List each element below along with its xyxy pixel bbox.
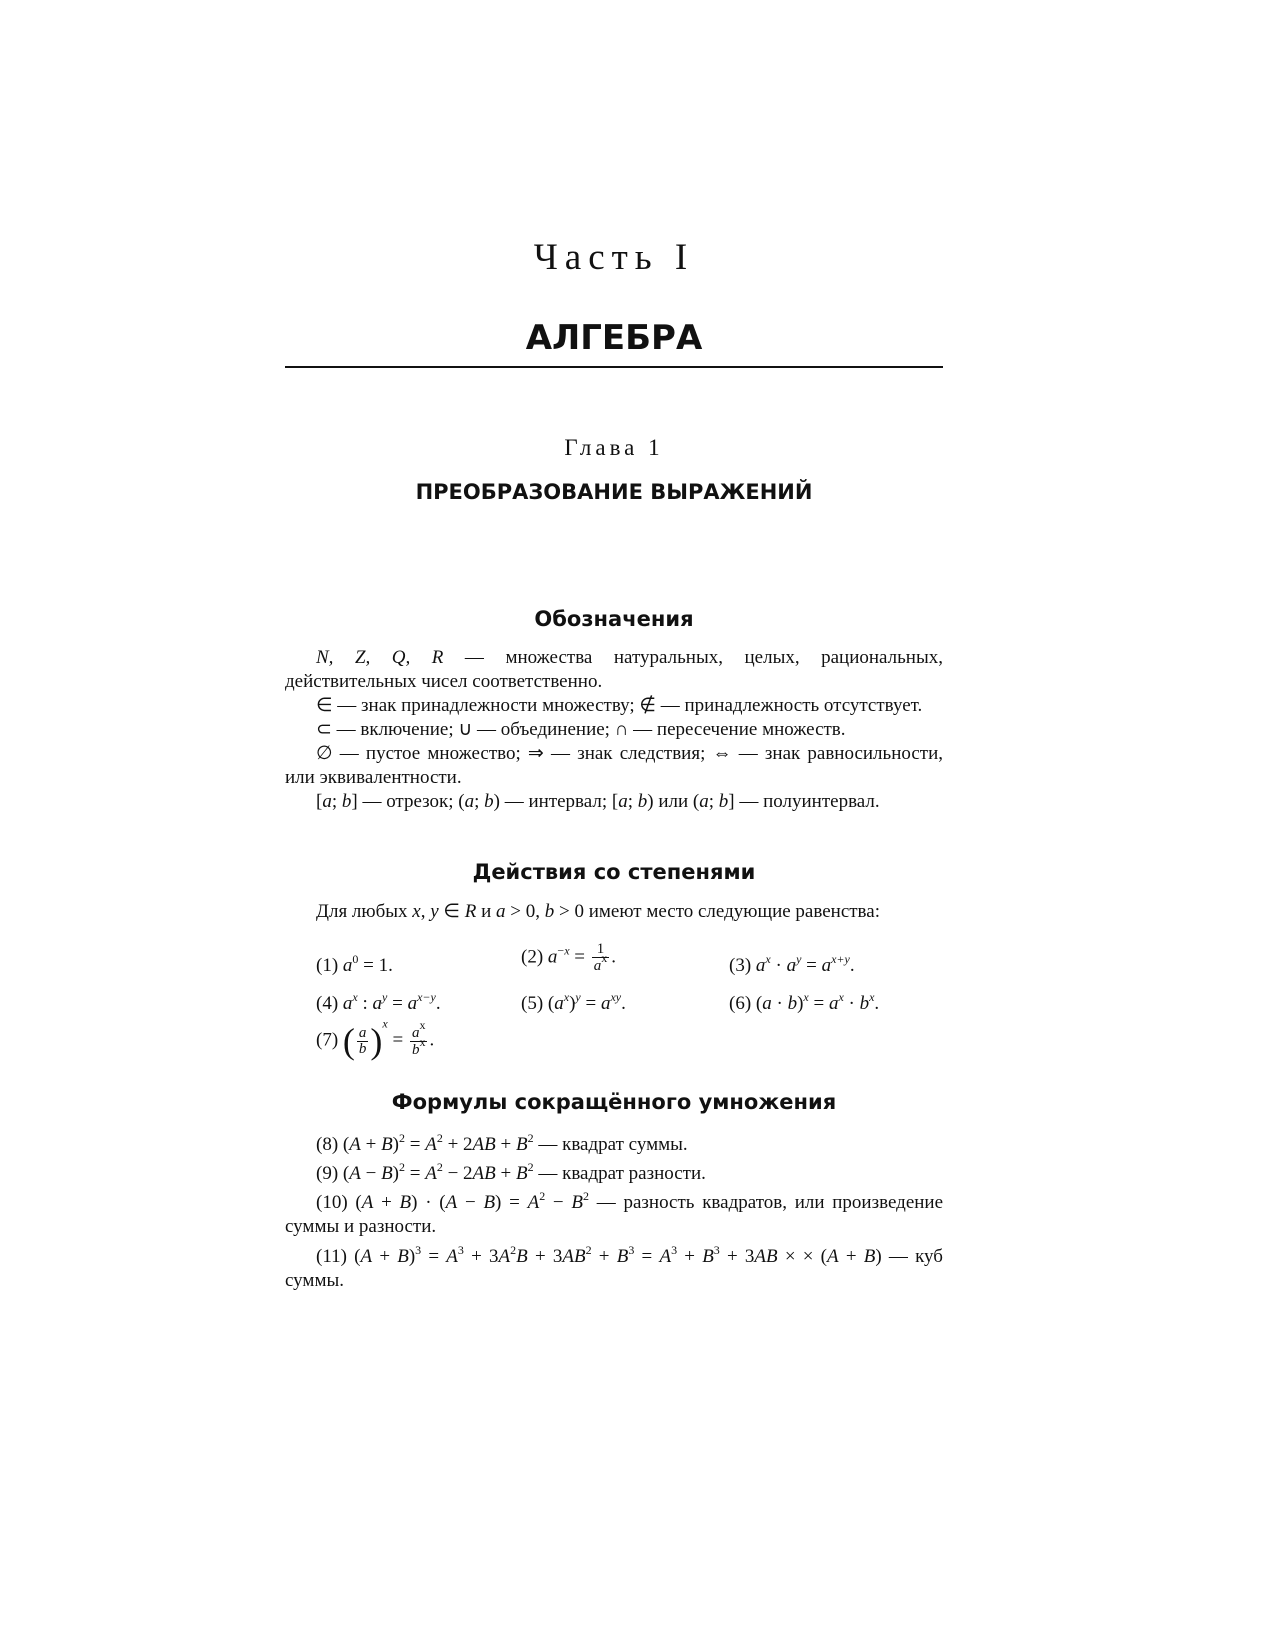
- inclusion-paragraph: ⊂ — включение; ∪ — объединение; ∩ — пересечение множеств.: [316, 719, 846, 740]
- power-rule-3: (3) $a^x \cdot a^y = a^{x+y}$.: [729, 952, 855, 976]
- power-rule-1: (1) $a^0 = 1$.: [316, 952, 393, 976]
- page: [285, 0, 943, 1651]
- powers-section-title: Действия со степенями: [472, 860, 756, 884]
- power-rule-5: (5) $(a^x)^y = a^{xy}$.: [521, 990, 626, 1014]
- notation-section-title: Обозначения: [534, 607, 694, 631]
- powers-intro: Для любых x, y ∈ R и a > 0, b > 0 имеют место следующие равенства:: [316, 901, 880, 922]
- part-heading: Часть I: [533, 237, 695, 278]
- part-title: АЛГЕБРА: [525, 318, 703, 358]
- formula-8: (8) $(A + B)^2 = A^2 + 2AB + B^2$ — квадрат суммы.: [316, 1131, 688, 1155]
- interval-paragraph: [a; b] — отрезок; (a; b) — интервал; [a; b) или (a; b] — полуинтервал.: [316, 791, 880, 812]
- formula-11: (11) $(A + B)^3 = A^3 + 3A^2B + 3AB^2 + B^3 = A^3 + B^3 + 3AB$ × × (A + B) — куб суммы.: [285, 1243, 943, 1291]
- formula-9: (9) $(A - B)^2 = A^2 - 2AB + B^2$ — квадрат разности.: [316, 1160, 706, 1184]
- formulas-section-title: Формулы сокращённого умножения: [391, 1090, 837, 1114]
- chapter-heading: Глава 1: [564, 435, 664, 460]
- notation-text: [285, 646, 943, 814]
- title-divider: [285, 366, 943, 368]
- chapter-title: ПРЕОБРАЗОВАНИЕ ВЫРАЖЕНИЙ: [415, 480, 813, 504]
- sets-description: — множества натуральных, целых, рациональных, действительных чисел соответственно.: [285, 647, 943, 692]
- notation-sets-paragraph: [285, 646, 943, 694]
- power-rule-4: (4) $a^x$ : $a^y = a^{x-y}$.: [316, 990, 441, 1014]
- formula-10: (10) $(A + B) \cdot (A - B) = A^2 - B^2$ — разность квадратов, или произведение суммы и разности.: [285, 1189, 944, 1237]
- power-rule-2: (2) $a^{-x}$ = $\frac{1}{a^x}$ .: [521, 941, 616, 974]
- empty-set-paragraph: ∅ — пустое множество; ⇒ — знак следствия; ⇔ — знак равносильности, или эквивалентности.: [285, 743, 943, 788]
- membership-paragraph: ∈ — знак принадлежности множеству; ∉ — принадлежность отсутствует.: [316, 695, 923, 716]
- power-rule-6: (6) $(a \cdot b)^x = a^x \cdot b^x$.: [729, 990, 880, 1014]
- power-rule-7: (7) ( $\frac{a}{b}$ )$^x$ = $\frac{a^x}{b^x}$ .: [316, 1016, 435, 1061]
- sets-symbols: N, Z, Q, R: [316, 647, 444, 668]
